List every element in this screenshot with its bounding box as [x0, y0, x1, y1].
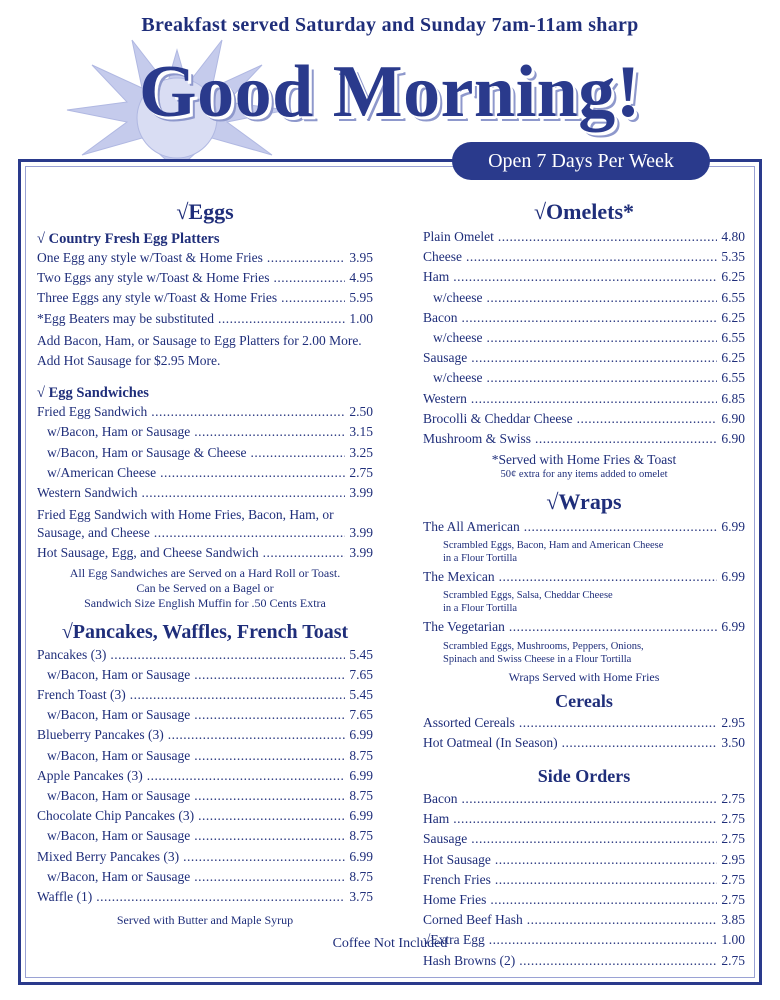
menu-item	[423, 431, 745, 451]
menu-item-price: 1.00	[721, 932, 745, 948]
eggs-heading: √Eggs	[176, 199, 234, 224]
dot-leader	[486, 290, 717, 306]
open-days-badge: Open 7 Days Per Week	[452, 142, 710, 180]
menu-item-price: 8.75	[349, 868, 373, 884]
menu-item-label: Apple Pancakes (3)	[37, 767, 143, 783]
menu-item-label: *Egg Beaters may be substituted	[37, 310, 214, 326]
menu-item-label: Blueberry Pancakes (3)	[37, 727, 164, 743]
dot-leader	[562, 735, 718, 751]
menu-item-price: 6.55	[721, 289, 745, 305]
omelets-list	[423, 229, 745, 451]
menu-item-label: Bacon	[423, 309, 458, 325]
menu-item-price: 6.99	[349, 767, 373, 783]
menu-item-price: 1.00	[349, 310, 373, 326]
menu-item	[37, 465, 373, 485]
dot-leader	[218, 311, 345, 327]
menu-item-label: Cheese	[423, 249, 462, 265]
menu-item-price: 4.95	[349, 270, 373, 286]
dot-leader	[453, 811, 717, 827]
sandwich-note: Sandwich Size English Muffin for .50 Cents Extra	[84, 595, 326, 610]
dot-leader	[160, 465, 345, 481]
menu-item-price: 6.99	[721, 569, 745, 585]
menu-item-label: Plain Omelet	[423, 229, 494, 244]
menu-item	[423, 715, 745, 735]
egg-sandwiches-list	[37, 404, 373, 505]
menu-item	[423, 619, 745, 639]
menu-item	[423, 569, 745, 589]
dot-leader	[471, 350, 717, 366]
menu-item-label: Sausage	[423, 831, 468, 847]
dot-leader	[519, 953, 717, 969]
menu-item-price: 6.25	[721, 309, 745, 325]
menu-item-price: 6.90	[721, 430, 745, 446]
menu-item	[423, 811, 745, 831]
omelets-note: *Served with Home Fries & Toast	[491, 452, 677, 468]
menu-item	[423, 310, 745, 330]
menu-item	[423, 852, 745, 872]
dot-leader	[499, 569, 718, 585]
menu-item-label: The All American	[423, 519, 520, 535]
menu-item	[37, 270, 373, 290]
menu-item	[423, 330, 745, 350]
menu-item-price: 7.65	[349, 666, 373, 682]
menu-item-label: w/cheese	[433, 329, 483, 345]
checkmark-icon: √	[533, 199, 547, 224]
menu-item-price: 3.75	[349, 888, 373, 904]
wrap-description: Scrambled Eggs, Bacon, Ham and American Cheese	[443, 540, 664, 552]
menu-item-price: 3.85	[721, 912, 745, 928]
wrap-description: Spinach and Swiss Cheese in a Flour Tortilla	[443, 653, 632, 665]
menu-item-label: w/cheese	[433, 289, 483, 305]
menu-item-label: w/Bacon, Ham or Sausage	[47, 787, 191, 803]
menu-item-label: French Toast (3)	[37, 687, 126, 702]
dot-leader	[96, 889, 345, 905]
dot-leader	[527, 912, 718, 928]
dot-leader	[142, 485, 346, 501]
menu-item-label: Assorted Cereals	[423, 714, 515, 730]
menu-item	[423, 831, 745, 851]
menu-item-label: The Vegetarian	[423, 619, 505, 635]
menu-item-price: 3.99	[349, 484, 373, 500]
menu-item	[37, 869, 373, 889]
dot-leader	[194, 788, 345, 804]
menu-item	[423, 370, 745, 390]
menu-item-label: w/American Cheese	[47, 464, 157, 480]
dot-leader	[519, 715, 718, 731]
dot-leader	[486, 370, 717, 386]
menu-item	[37, 290, 373, 310]
dot-leader	[194, 828, 345, 844]
pancakes-note: Served with Butter and Maple Syrup	[116, 913, 294, 928]
menu-item-label: One Egg any style w/Toast & Home Fries	[37, 250, 263, 265]
menu-item	[37, 849, 373, 869]
menu-item-label: Western Sandwich	[37, 484, 138, 500]
menu-item-price: 2.75	[721, 952, 745, 968]
checkmark-icon: √	[37, 231, 49, 247]
menu-item-label: Mixed Berry Pancakes (3)	[37, 848, 180, 864]
dot-leader	[281, 290, 345, 306]
dot-leader	[151, 404, 345, 420]
menu-item-price: 2.75	[721, 831, 745, 847]
menu-item-price: 3.99	[349, 525, 373, 541]
egg-sandwiches-heading: √ Egg Sandwiches	[37, 385, 149, 402]
menu-item-price: 3.99	[349, 545, 373, 561]
menu-item-price: 8.75	[349, 828, 373, 844]
menu-item-price: 2.75	[721, 891, 745, 907]
dot-leader	[462, 310, 718, 326]
wraps-heading: √Wraps	[546, 489, 622, 515]
footer-note: Coffee Not Included	[332, 936, 448, 951]
menu-item	[37, 828, 373, 848]
menu-item-price: 2.50	[349, 404, 373, 420]
sandwich-note: Can be Served on a Bagel or	[136, 580, 274, 595]
menu-item-price: 2.75	[721, 871, 745, 887]
menu-item	[37, 311, 373, 331]
menu-item-label: Sausage	[423, 350, 468, 366]
wrap-description: in a Flour Tortilla	[443, 603, 518, 615]
checkmark-icon: √	[546, 489, 559, 515]
menu-item-price: 2.75	[721, 811, 745, 827]
menu-item-label: Three Eggs any style w/Toast & Home Fries	[37, 290, 278, 306]
menu-item-price: 2.95	[721, 851, 745, 867]
dot-leader	[263, 545, 346, 561]
menu-item	[423, 872, 745, 892]
menu-item-price: 6.99	[349, 848, 373, 864]
dot-leader	[194, 707, 345, 723]
menu-item-price: 3.95	[349, 250, 373, 265]
menu-item-price: 3.15	[349, 424, 373, 440]
menu-item	[423, 892, 745, 912]
right-column	[423, 195, 745, 973]
menu-item-label: w/Bacon, Ham or Sausage	[47, 747, 191, 763]
menu-item-price: 5.45	[349, 687, 373, 702]
checkmark-icon: √	[61, 620, 73, 643]
menu-item-label: Hot Sausage, Egg, and Cheese Sandwich	[37, 545, 259, 561]
menu-item-price: 6.55	[721, 370, 745, 386]
dot-leader	[154, 525, 346, 541]
menu-item	[37, 889, 373, 909]
menu-item-label: Brocolli & Cheddar Cheese	[423, 410, 573, 426]
menu-item	[37, 788, 373, 808]
wrap-item	[423, 519, 745, 565]
cereals-heading: Cereals	[555, 690, 613, 711]
menu-item-label: Ham	[423, 269, 450, 285]
menu-item	[423, 411, 745, 431]
menu-item-label: Pancakes (3)	[37, 646, 107, 662]
dot-leader	[194, 748, 345, 764]
dot-leader	[194, 667, 345, 683]
menu-item-label: w/Bacon, Ham or Sausage	[47, 868, 191, 884]
hours-tagline: Breakfast served Saturday and Sunday 7am-11am sharp	[141, 14, 639, 36]
wrap-description: Scrambled Eggs, Mushrooms, Peppers, Onions,	[443, 640, 644, 652]
dot-leader	[535, 431, 717, 447]
menu-item	[37, 707, 373, 727]
menu-item-price: 6.90	[721, 410, 745, 426]
menu-item-label: w/Bacon, Ham or Sausage & Cheese	[47, 444, 247, 460]
wraps-note: Wraps Served with Home Fries	[508, 669, 660, 684]
menu-item	[37, 647, 373, 667]
menu-item	[37, 748, 373, 768]
menu-item-label: The Mexican	[423, 569, 495, 585]
menu-item-price: 5.35	[721, 249, 745, 265]
menu-item-price: 5.45	[349, 646, 373, 662]
menu-item	[423, 735, 745, 755]
dot-leader	[509, 619, 718, 635]
menu-item	[37, 808, 373, 828]
omelets-heading: √Omelets*	[533, 199, 635, 224]
menu-item-label: w/Bacon, Ham or Sausage	[47, 707, 191, 723]
menu-item-label: Sausage, and Cheese	[37, 525, 150, 541]
dot-leader	[250, 445, 345, 461]
menu-item	[423, 350, 745, 370]
wraps-list	[423, 519, 745, 666]
checkmark-icon: √	[37, 385, 49, 402]
dot-leader	[462, 791, 718, 807]
menu-item-label: Hash Browns (2)	[423, 952, 516, 968]
dot-leader	[130, 687, 346, 703]
menu-item-label: Chocolate Chip Pancakes (3)	[37, 808, 195, 824]
dot-leader	[168, 727, 346, 743]
menu-item-price: 3.25	[349, 444, 373, 460]
dot-leader	[198, 808, 345, 824]
menu-item	[37, 687, 373, 707]
dot-leader	[267, 250, 345, 266]
dot-leader	[490, 892, 717, 908]
menu-item-label: w/Bacon, Ham or Sausage	[47, 828, 191, 844]
side-orders-heading: Side Orders	[537, 766, 631, 786]
menu-item	[37, 667, 373, 687]
menu-item-label: √Extra Egg	[423, 932, 485, 948]
menu-item	[423, 519, 745, 539]
menu-item-price: 8.75	[349, 787, 373, 803]
menu-item-label: Fried Egg Sandwich with Home Fries, Bacon, Ham, or	[37, 507, 334, 523]
menu-item-label: Bacon	[423, 791, 458, 806]
menu-item	[423, 791, 745, 811]
dot-leader	[524, 519, 718, 535]
dot-leader	[495, 872, 718, 888]
menu-item	[37, 727, 373, 747]
menu-item-label: w/Bacon, Ham or Sausage	[47, 666, 191, 682]
menu-item	[423, 249, 745, 269]
menu-item-label: Western	[423, 390, 467, 406]
menu-item	[37, 424, 373, 444]
dot-leader	[498, 229, 718, 245]
menu-item-price: 6.55	[721, 329, 745, 345]
menu-item-price: 6.85	[721, 390, 745, 406]
cereals-list	[423, 715, 745, 755]
egg-platters-list	[37, 250, 373, 331]
menu-item-label: w/cheese	[433, 370, 483, 386]
menu-item-price: 6.99	[349, 808, 373, 824]
menu-item-price: 6.99	[349, 727, 373, 743]
dot-leader	[183, 849, 345, 865]
menu-item-price: 6.99	[721, 519, 745, 535]
wrap-description: in a Flour Tortilla	[443, 553, 518, 565]
dot-leader	[466, 249, 717, 265]
menu-item-price: 6.25	[721, 350, 745, 366]
checkmark-icon: √	[176, 199, 189, 224]
menu-item	[423, 229, 745, 249]
dot-leader	[495, 852, 718, 868]
pancakes-heading: √Pancakes, Waffles, French Toast	[61, 620, 349, 643]
menu-item-price: 7.65	[349, 707, 373, 723]
dot-leader	[110, 647, 345, 663]
menu-item	[37, 404, 373, 424]
menu-item-price: 6.25	[721, 269, 745, 285]
dot-leader	[471, 391, 717, 407]
dot-leader	[147, 768, 346, 784]
menu-item-label: Ham	[423, 811, 450, 827]
menu-item-price: 2.95	[721, 714, 745, 730]
platter-note: Add Bacon, Ham, or Sausage to Egg Platters for 2.00 More.	[37, 332, 362, 348]
platter-note: Add Hot Sausage for $2.95 More.	[37, 352, 221, 368]
left-column	[37, 195, 373, 928]
menu-item-label: Fried Egg Sandwich	[37, 404, 148, 420]
menu-item-label: Mushroom & Swiss	[423, 430, 532, 446]
pancakes-list	[37, 647, 373, 909]
dot-leader	[453, 269, 717, 285]
menu-item-label: Waffle (1)	[37, 888, 93, 904]
wrap-item	[423, 569, 745, 615]
menu-item	[423, 269, 745, 289]
menu-item-price: 5.95	[349, 290, 373, 306]
menu-item	[37, 525, 373, 545]
menu-item	[423, 290, 745, 310]
dot-leader	[486, 330, 717, 346]
menu-item-price: 3.50	[721, 734, 745, 750]
dot-leader	[273, 270, 345, 286]
menu-item	[423, 912, 745, 932]
menu-item-label: Home Fries	[423, 891, 487, 907]
menu-item	[423, 391, 745, 411]
wrap-description: Scrambled Eggs, Salsa, Cheddar Cheese	[443, 590, 613, 602]
menu-item	[37, 485, 373, 505]
sandwich-note: All Egg Sandwiches are Served on a Hard Roll or Toast.	[69, 565, 341, 580]
menu-item-price: 4.80	[721, 229, 745, 244]
menu-item-label: w/Bacon, Ham or Sausage	[47, 424, 191, 440]
menu-item	[37, 445, 373, 465]
dot-leader	[471, 831, 717, 847]
dot-leader	[194, 869, 345, 885]
menu-item-price: 6.99	[721, 619, 745, 635]
menu-item-label: Hot Oatmeal (In Season)	[423, 734, 558, 750]
egg-platters-heading: √ Country Fresh Egg Platters	[37, 231, 220, 247]
menu-title: Good Morning!	[139, 51, 641, 133]
menu-item-label: French Fries	[423, 871, 491, 887]
menu-item	[37, 250, 373, 270]
omelets-extra-note: 50¢ extra for any items added to omelet	[500, 469, 668, 481]
menu-item	[37, 545, 373, 565]
menu-item-label: Two Eggs any style w/Toast & Home Fries	[37, 270, 270, 286]
menu-item-label: Hot Sausage	[423, 851, 491, 867]
menu-item-price: 8.75	[349, 747, 373, 763]
menu-item	[37, 768, 373, 788]
wrap-item	[423, 619, 745, 665]
dot-leader	[577, 411, 718, 427]
menu-item-price: 2.75	[349, 464, 373, 480]
menu-item-label: Corned Beef Hash	[423, 912, 523, 928]
menu-item	[423, 953, 745, 973]
dot-leader	[194, 424, 345, 440]
menu-item-price: 2.75	[721, 791, 745, 806]
